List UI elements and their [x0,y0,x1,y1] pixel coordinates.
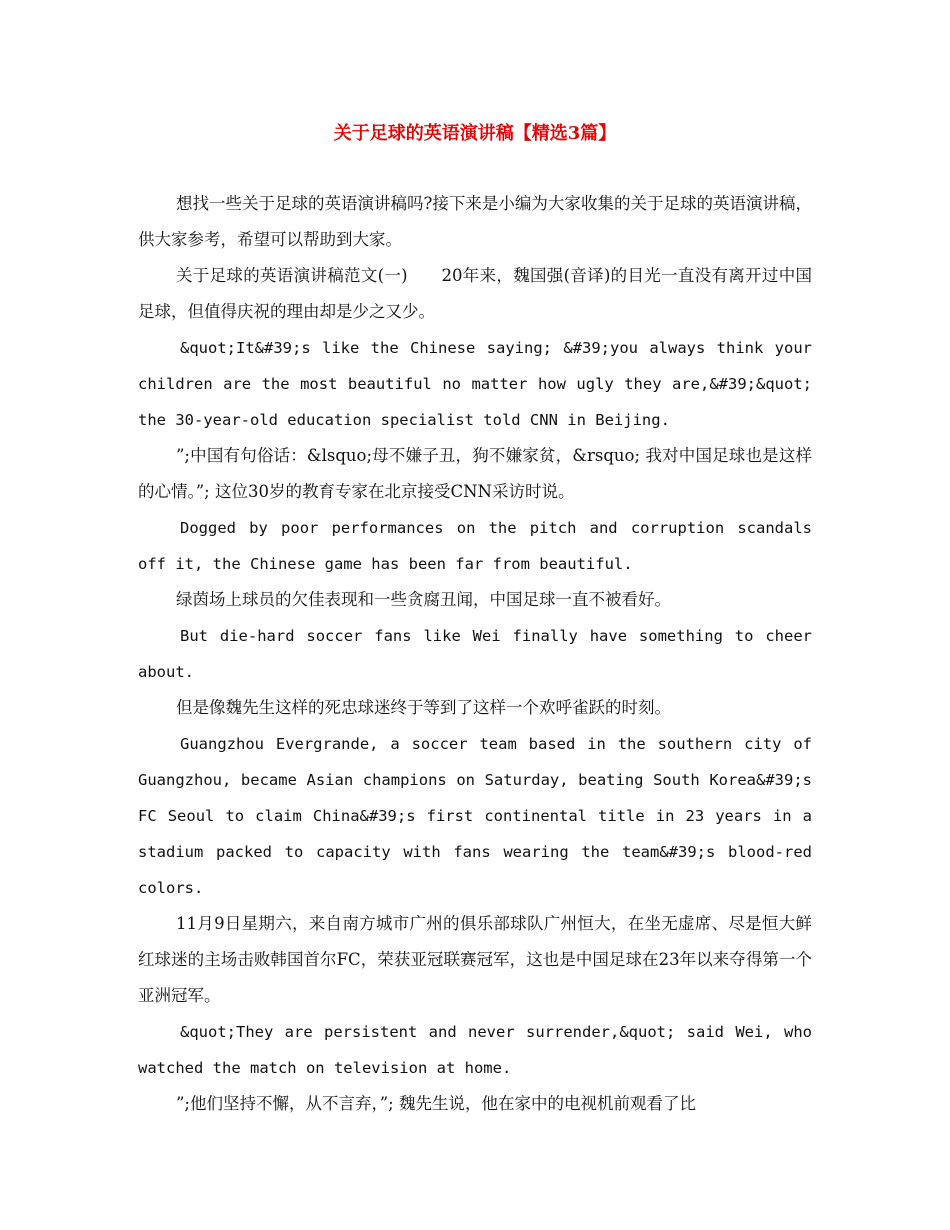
paragraph-chinese-persistent: ”;他们坚持不懈，从不言弃，”; 魏先生说，他在家中的电视机前观看了比 [176,1094,696,1113]
paragraph-english-persistent: &quot;They are persistent and never surrender,&quot; said Wei, who watched the match on television at home. [138,1023,812,1077]
document-page [138,120,812,1122]
paragraph-english-fans: But die-hard soccer fans like Wei finally have something to cheer about. [138,627,812,681]
paragraph-english-quote: &quot;It&#39;s like the Chinese saying; &#39;you always think your children are the most beautiful no matter how ugly they are,&#39;&quot; the 30-year-old education specialist told CNN in Beijing. [138,339,812,429]
document-title: 关于足球的英语演讲稿【精选3篇】 [333,123,617,144]
paragraph-english-evergrande: Guangzhou Evergrande, a soccer team based in the southern city of Guangzhou, became Asian champions on Saturday, beating South Korea&#39;s FC Seoul to claim China&#39;s first continental title in 23 years in a stadium packed to capacity with fans wearing the team&#39;s blood-red colors. [138,735,812,897]
paragraph-english-dogged: Dogged by poor performances on the pitch and corruption scandals off it, the Chinese game has been far from beautiful. [138,519,812,573]
paragraph-sample-heading: 关于足球的英语演讲稿范文(一) 20年来，魏国强(音译)的目光一直没有离开过中国足球，但值得庆祝的理由却是少之又少。 [138,266,812,321]
paragraph-chinese-fans: 但是像魏先生这样的死忠球迷终于等到了这样一个欢呼雀跃的时刻。 [176,698,671,717]
paragraph-chinese-evergrande: 11月9日星期六，来自南方城市广州的俱乐部球队广州恒大，在坐无虚席、尽是恒大鲜红球迷的主场击败韩国首尔FC，荣获亚冠联赛冠军，这也是中国足球在23年以来夺得第一个亚洲冠军。 [138,914,812,1005]
paragraph-chinese-dogged: 绿茵场上球员的欠佳表现和一些贪腐丑闻，中国足球一直不被看好。 [176,590,671,609]
paragraph-chinese-quote: ”;中国有句俗话：&lsquo;母不嫌子丑，狗不嫌家贫，&rsquo; 我对中国足球也是这样的心情。”; 这位30岁的教育专家在北京接受CNN采访时说。 [138,446,812,501]
paragraph-intro: 想找一些关于足球的英语演讲稿吗?接下来是小编为大家收集的关于足球的英语演讲稿，供大家参考，希望可以帮助到大家。 [138,194,812,249]
